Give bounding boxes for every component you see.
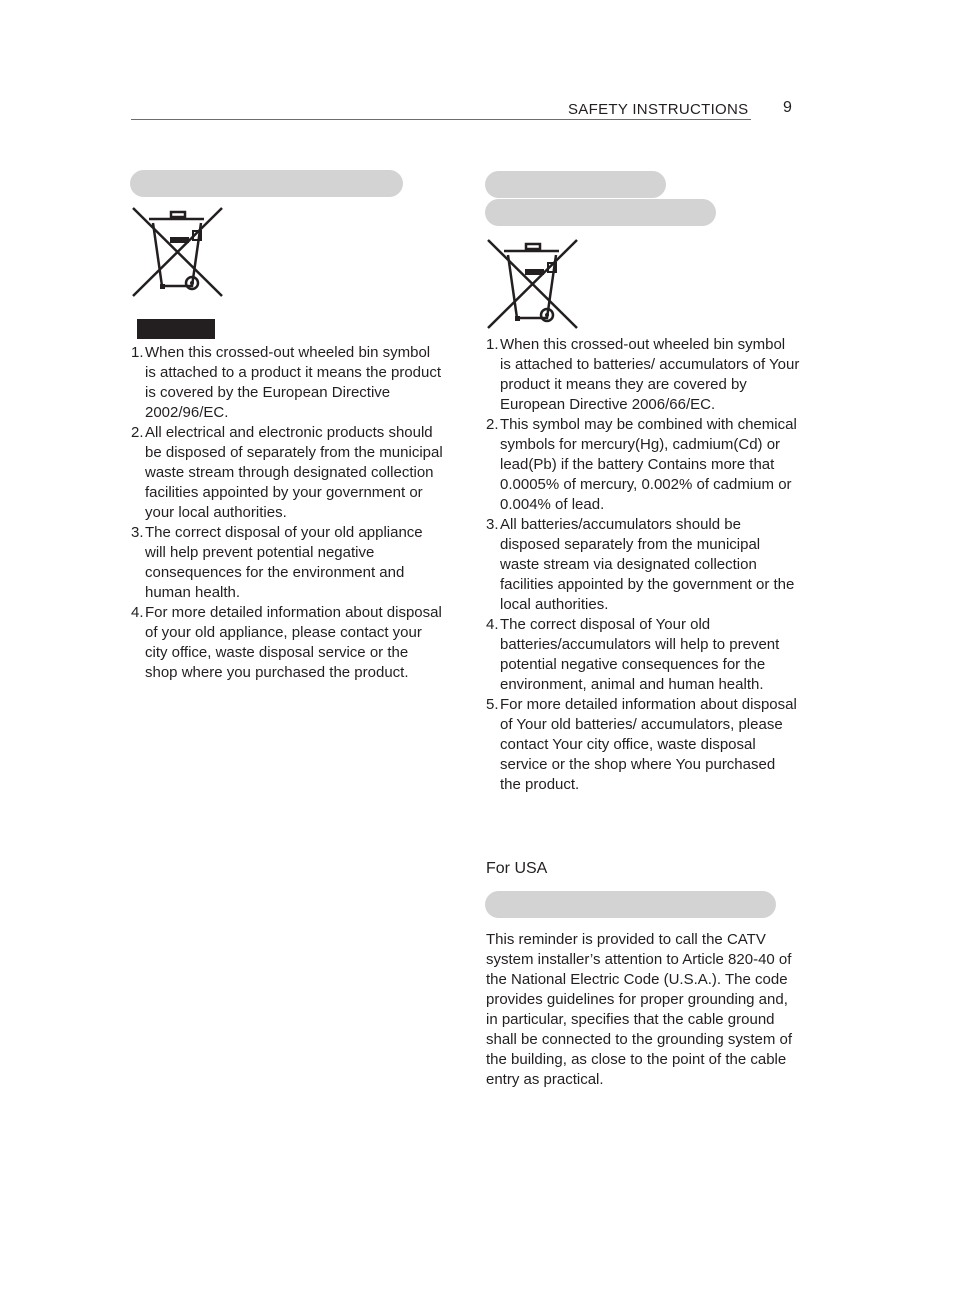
usa-heading-placeholder — [485, 891, 776, 918]
left-disposal-list — [131, 343, 443, 683]
list-item: 4. The correct disposal of Your old batteries/accumulators will help to prevent potential negative consequences for the environment, animal and human health. — [486, 616, 780, 693]
page-number: 9 — [783, 99, 792, 116]
crossed-out-wheeled-bin-icon — [485, 238, 579, 332]
left-heading-placeholder — [130, 170, 403, 197]
section-title: SAFETY INSTRUCTIONS — [568, 101, 749, 118]
right-heading-placeholder-line2 — [485, 199, 716, 226]
list-item: 5. For more detailed information about disposal of Your old batteries/ accumulators, please contact Your city office, waste disposal service or the shop where You purchased the product. — [486, 696, 797, 793]
black-label-block — [137, 319, 215, 339]
header-divider — [131, 119, 751, 120]
list-item: 3. The correct disposal of your old appliance will help prevent potential negative consequences for the environment and human health. — [131, 524, 423, 601]
right-heading-placeholder-line1 — [485, 171, 666, 198]
list-item: 4. For more detailed information about disposal of your old appliance, please contact your city office, waste disposal service or the shop where you purchased the product. — [131, 604, 442, 681]
list-item: 3. All batteries/accumulators should be disposed separately from the municipal waste stream via designated collection facilities appointed by the government or the local authorities. — [486, 516, 795, 613]
for-usa-heading: For USA — [486, 860, 548, 877]
right-battery-list — [486, 335, 800, 795]
catv-grounding-paragraph: This reminder is provided to call the CATV system installer’s attention to Article 820-40 of the National Electric Code (U.S.A.). The code provides guidelines for proper grounding and, in particular, specifies that the cable ground shall be connected to the grounding system of the building, as close to the point of the cable entry as practical. — [486, 931, 793, 1088]
list-item: 1. When this crossed-out wheeled bin symbol is attached to batteries/ accumulators of Your product it means they are covered by European Directive 2006/66/EC. — [486, 336, 800, 413]
list-item: 2. This symbol may be combined with chemical symbols for mercury(Hg), cadmium(Cd) or lead(Pb) if the battery Contains more that 0.0005% of mercury, 0.002% of cadmium or 0.004% of lead. — [486, 416, 797, 513]
crossed-out-wheeled-bin-icon — [130, 206, 224, 300]
list-item: 1. When this crossed-out wheeled bin symbol is attached to a product it means the product is covered by the European Directive 2002/96/EC. — [131, 344, 442, 421]
list-item: 2. All electrical and electronic products should be disposed of separately from the municipal waste stream through designated collection facilities appointed by your government or your local authorities. — [131, 424, 443, 521]
